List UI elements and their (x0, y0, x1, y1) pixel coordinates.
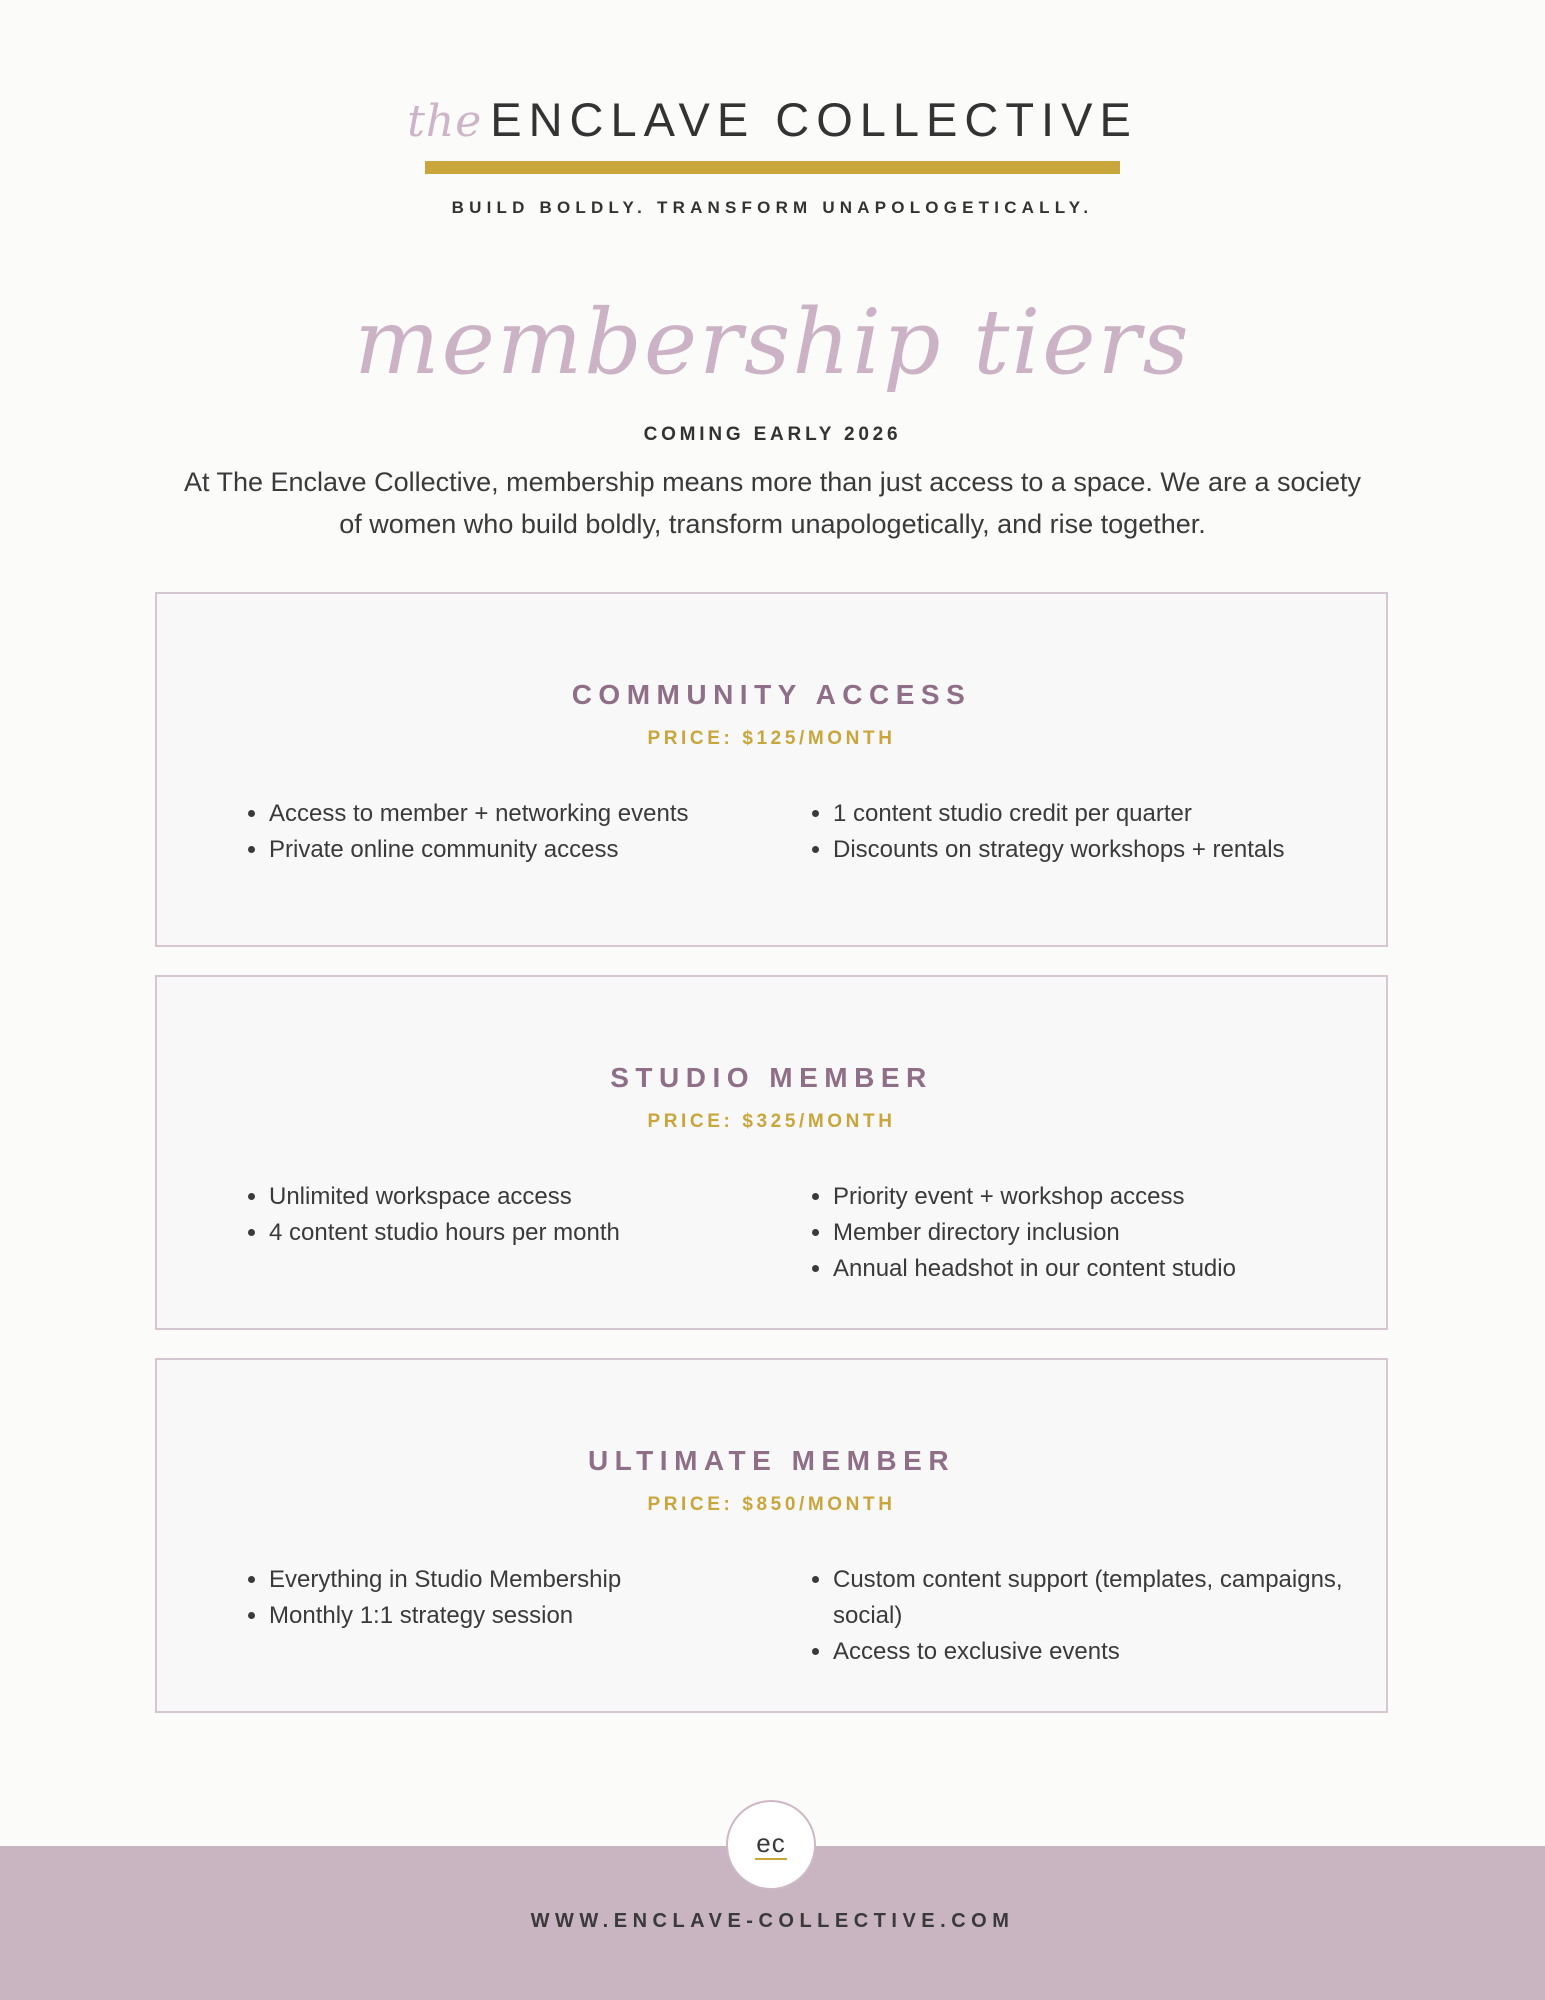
brand-name: ENCLAVE COLLECTIVE (490, 93, 1138, 146)
page-title: membership tiers (354, 290, 1191, 395)
tier-card-ultimate (155, 1358, 1388, 1713)
website-link[interactable]: WWW.ENCLAVE-COLLECTIVE.COM (530, 1910, 1015, 1932)
tier-benefits-right (805, 1562, 1353, 1670)
tier-title: STUDIO MEMBER (610, 1062, 933, 1093)
brand-logo (407, 92, 1138, 147)
tier-price: PRICE: $850/MONTH (647, 1494, 896, 1515)
footer-logo-badge (726, 1800, 816, 1890)
tier-title: COMMUNITY ACCESS (571, 679, 972, 710)
logo-underline (755, 1858, 787, 1860)
tier-price: PRICE: $325/MONTH (647, 1111, 896, 1132)
benefit-item: • Unlimited workspace access (269, 1179, 789, 1215)
benefit-item: • Priority event + workshop access (833, 1179, 1353, 1215)
tier-benefits-left (241, 1562, 789, 1634)
tier-card-studio (155, 975, 1388, 1330)
intro-paragraph: At The Enclave Collective, membership means more than just access to a space. We are a society of women who build boldly, transform unapologetically, and rise together. (183, 467, 1362, 539)
benefit-item: • Custom content support (templates, campaigns, social) (833, 1562, 1353, 1634)
header (0, 92, 1545, 218)
brand-underline (425, 161, 1120, 174)
tier-price: PRICE: $125/MONTH (647, 728, 896, 749)
benefit-item: • Monthly 1:1 strategy session (269, 1598, 789, 1634)
benefit-item: • Access to member + networking events (269, 796, 789, 832)
benefit-item: • 1 content studio credit per quarter (833, 796, 1353, 832)
brand-the: the (407, 96, 483, 147)
tier-benefits-right (805, 796, 1353, 868)
tier-benefits-right (805, 1179, 1353, 1287)
benefit-item: • Member directory inclusion (833, 1215, 1353, 1251)
tier-card-community (155, 592, 1388, 947)
tier-title: ULTIMATE MEMBER (587, 1445, 956, 1476)
logo-monogram: ec (756, 1828, 786, 1858)
benefit-item: • 4 content studio hours per month (269, 1215, 789, 1251)
benefit-item: • Access to exclusive events (833, 1634, 1353, 1670)
benefit-item: • Annual headshot in our content studio (833, 1251, 1353, 1287)
benefit-item: • Discounts on strategy workshops + rentals (833, 832, 1353, 868)
benefit-item: • Private online community access (269, 832, 789, 868)
coming-soon-label: COMING EARLY 2026 (643, 424, 902, 445)
benefit-item: • Everything in Studio Membership (269, 1562, 789, 1598)
tier-benefits-left (241, 1179, 789, 1251)
tier-benefits-left (241, 796, 789, 868)
tagline: BUILD BOLDLY. TRANSFORM UNAPOLOGETICALLY. (451, 198, 1094, 217)
